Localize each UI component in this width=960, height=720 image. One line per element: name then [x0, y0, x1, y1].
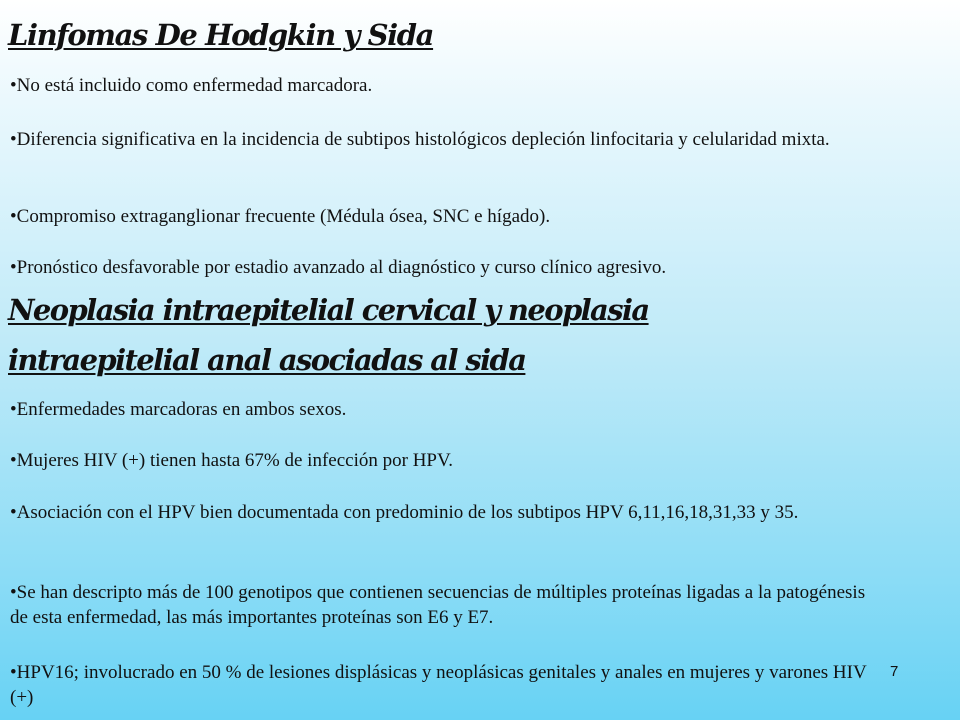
bullet-neoplasia-5: • HPV16; involucrado en 50 % de lesiones displásicas y neoplásicas genitales y anales en mujeres y varones HIV (+): [10, 660, 870, 710]
section-title-hodgkin: Linfomas De Hodgkin y Sida: [8, 18, 434, 52]
bullet-neoplasia-4: • Se han descripto más de 100 genotipos que contienen secuencias de múltiples proteínas ligadas a la patogénesis de esta enfermedad, las más importantes proteínas son E6 y E7.: [10, 580, 870, 630]
bullet-hodgkin-4: • Pronóstico desfavorable por estadio avanzado al diagnóstico y curso clínico agresivo.: [10, 255, 880, 280]
page-number: 7: [890, 663, 899, 680]
bullet-neoplasia-3: • Asociación con el HPV bien documentada con predominio de los subtipos HPV 6,11,16,18,31,33 y 35.: [10, 500, 870, 525]
bullet-hodgkin-3: • Compromiso extraganglionar frecuente (Médula ósea, SNC e hígado).: [10, 204, 880, 229]
bullet-neoplasia-1: • Enfermedades marcadoras en ambos sexos.: [10, 397, 870, 422]
bullet-hodgkin-1: • No está incluido como enfermedad marcadora.: [10, 73, 880, 98]
bullet-hodgkin-2: • Diferencia significativa en la incidencia de subtipos histológicos depleción linfocitaria y celularidad mixta.: [10, 127, 880, 152]
section-title-neoplasia-line1: Neoplasia intraepitelial cervical y neoplasia: [8, 293, 649, 327]
section-title-neoplasia-line2: intraepitelial anal asociadas al sida: [8, 343, 526, 377]
bullet-neoplasia-2: • Mujeres HIV (+) tienen hasta 67% de infección por HPV.: [10, 448, 870, 473]
